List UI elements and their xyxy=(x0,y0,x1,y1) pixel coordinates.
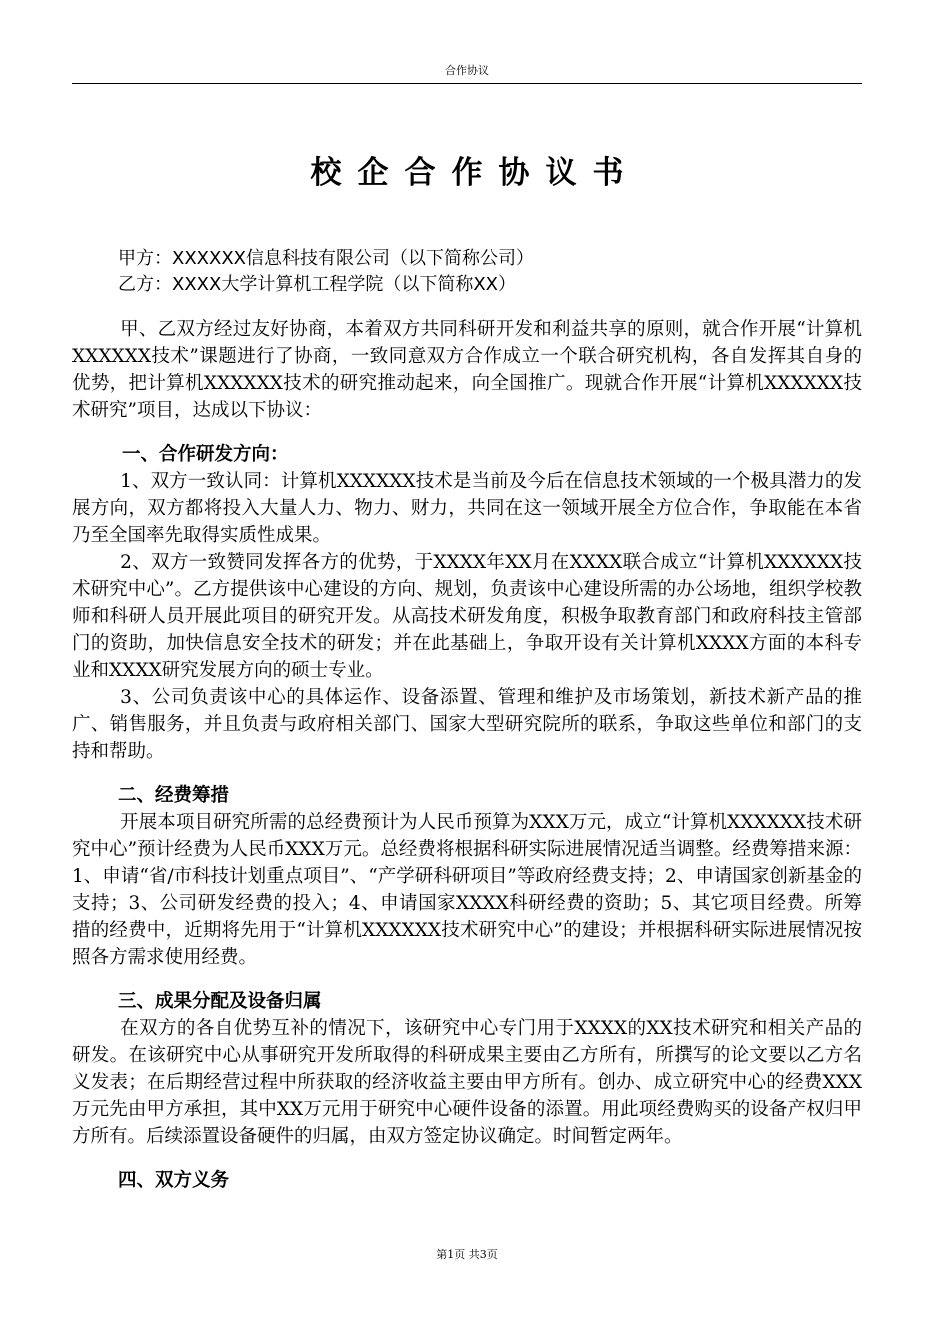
section-2-paragraph-1: 开展本项目研究所需的总经费预计为人民币预算为XXX万元，成立“计算机XXXXXX技术研究中心”预计经费为人民币XXX万元。总经费将根据科研实际进展情况适当调整。经费筹措来源：1、申请“省/市科技计划重点项目”、“产学研科研项目”等政府经费支持；2、申请国家创新基金的支持；3、公司研发经费的投入；4、申请国家XXXX科研经费的资助；5、其它项目经费。所筹措的经费中，近期将先用于“计算机XXXXXX技术研究中心”的建设；并根据科研实际进展情况按照各方需求使用经费。 xyxy=(72,812,862,968)
section-4-heading: 四、双方义务 xyxy=(118,1170,230,1191)
section-1-paragraph-2: 2、双方一致赞同发挥各方的优势，于XXXX年XX月在XXXX联合成立“计算机XXXXXX技术研究中心”。乙方提供该中心建设的方向、规划，负责该中心建设所需的办公场地，组织学校教师和科研人员开展此项目的研究开发。从高技术研发角度，积极争取教育部门和政府科技主管部门的资助，加快信息安全技术的研发；并在此基础上，争取开设有关计算机XXXX方面的本科专业和XXXX研究发展方向的硕士专业。 xyxy=(72,552,862,681)
header-rule xyxy=(72,83,862,84)
section-1-heading: 一、合作研发方向： xyxy=(122,444,289,465)
party-b-line: 乙方：XXXX大学计算机工程学院（以下简称XX） xyxy=(118,274,516,295)
page-footer: 第1页 共3页 xyxy=(436,1248,498,1261)
section-2-heading: 二、经费筹措 xyxy=(118,785,230,806)
section-1-paragraph-3: 3、公司负责该中心的具体运作、设备添置、管理和维护及市场策划，新技术新产品的推广、销售服务，并且负责与政府相关部门、国家大型研究院所的联系，争取这些单位和部门的支持和帮助。 xyxy=(72,687,862,762)
agreement-body xyxy=(72,316,862,1194)
running-header: 合作协议 xyxy=(445,64,489,77)
section-3-paragraph-1: 在双方的各自优势互补的情况下，该研究中心专门用于XXXX的XX技术研究和相关产品的研发。在该研究中心从事研究开发所取得的科研成果主要由乙方所有，所撰写的论文要以乙方名义发表；在后期经营过程中所获取的经济收益主要由甲方所有。创办、成立研究中心的经费XXX万元先由甲方承担，其中XX万元用于研究中心硬件设备的添置。用此项经费购买的设备产权归甲方所有。后续添置设备硬件的归属，由双方签定协议确定。时间暂定两年。 xyxy=(72,1018,862,1147)
party-a-line: 甲方：XXXXXX信息科技有限公司（以下简称公司） xyxy=(118,248,534,269)
document-title: 校企合作协议书 xyxy=(310,155,640,191)
section-1-paragraph-1: 1、双方一致认同：计算机XXXXXX技术是当前及今后在信息技术领域的一个极具潜力的发展方向，双方都将投入大量人力、物力、财力，共同在这一领域开展全方位合作，争取能在本省乃至全国率先取得实质性成果。 xyxy=(72,471,862,546)
section-3-heading: 三、成果分配及设备归属 xyxy=(118,991,322,1012)
intro-paragraph: 甲、乙双方经过友好协商，本着双方共同科研开发和利益共享的原则，就合作开展“计算机XXXXXX技术”课题进行了协商，一致同意双方合作成立一个联合研究机构，各自发挥其自身的优势，把计算机XXXXXX技术的研究推动起来，向全国推广。现就合作开展“计算机XXXXXX技术研究”项目，达成以下协议： xyxy=(72,319,862,421)
